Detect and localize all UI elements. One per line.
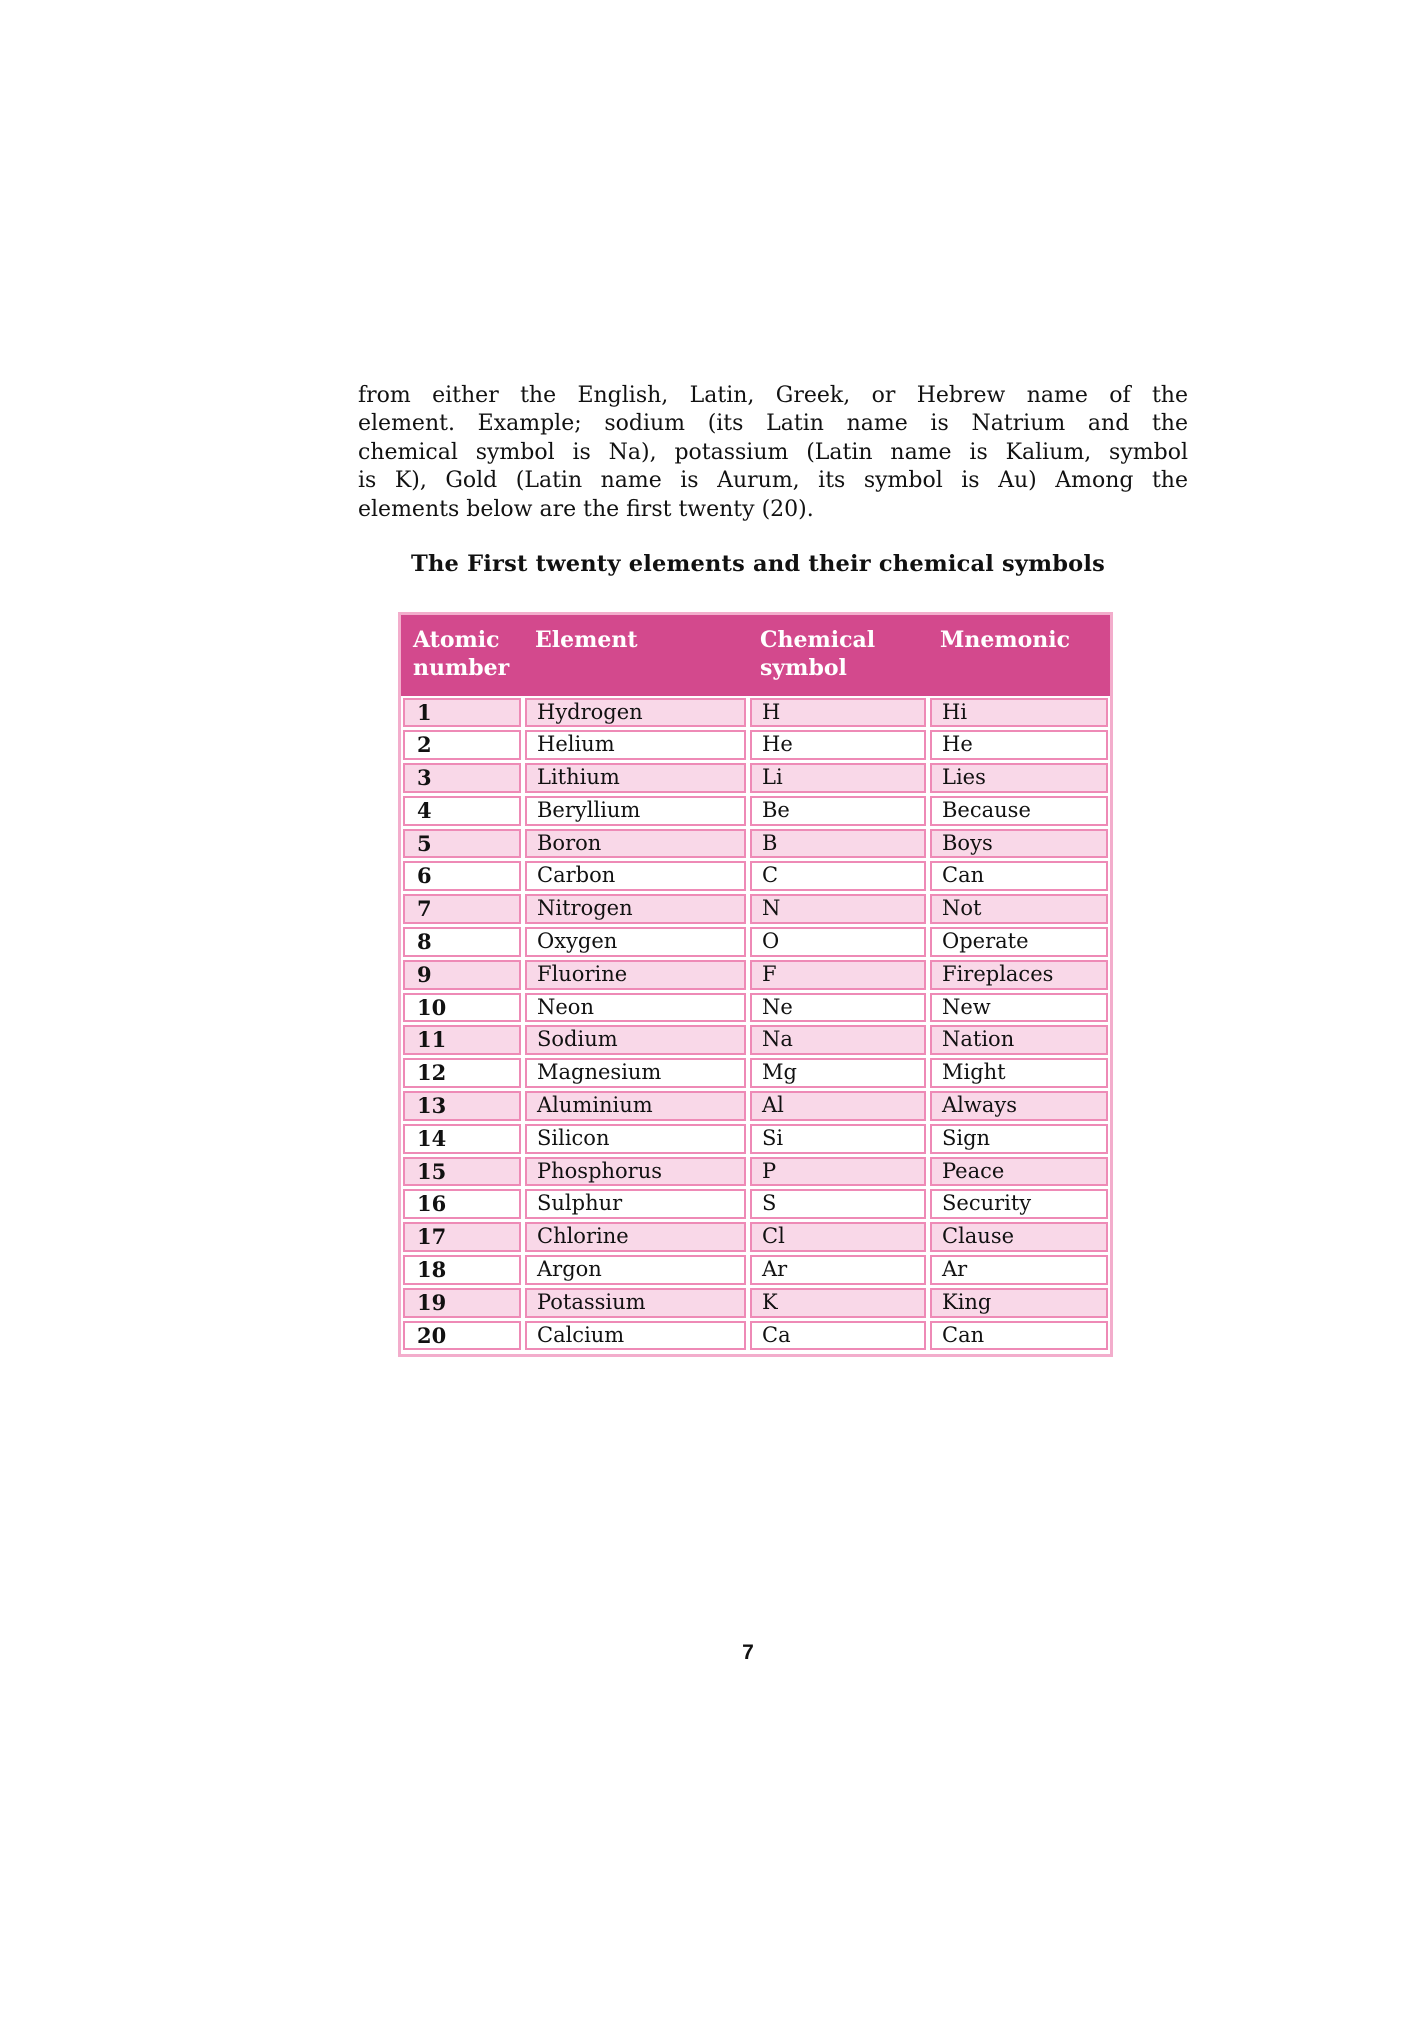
cell-atomic-number: 5: [403, 829, 521, 859]
cell-chemical-symbol: Li: [750, 763, 926, 793]
cell-element: Nitrogen: [525, 894, 746, 924]
intro-line: is K), Gold (Latin name is Aurum, its symbol is Au) Among the: [358, 468, 1188, 494]
table-row: [401, 1155, 1110, 1188]
cell-element: Fluorine: [525, 960, 746, 990]
cell-chemical-symbol: H: [750, 698, 926, 728]
page-number: 7: [742, 1641, 754, 1664]
cell-atomic-number: 17: [403, 1222, 521, 1252]
table-row: [401, 991, 1110, 1024]
cell-chemical-symbol: Ar: [750, 1255, 926, 1285]
cell-mnemonic: Lies: [930, 763, 1108, 793]
cell-mnemonic: Not: [930, 894, 1108, 924]
cell-element: Beryllium: [525, 796, 746, 826]
cell-mnemonic: Nation: [930, 1025, 1108, 1055]
cell-atomic-number: 15: [403, 1157, 521, 1187]
cell-chemical-symbol: C: [750, 861, 926, 891]
column-header-atomic-number: Atomic number: [413, 627, 510, 681]
intro-line: chemical symbol is Na), potassium (Latin name is Kalium, symbol: [358, 439, 1188, 465]
table-row: [401, 729, 1110, 762]
cell-chemical-symbol: Ca: [750, 1321, 926, 1351]
cell-mnemonic: Security: [930, 1189, 1108, 1219]
table-row: [401, 1254, 1110, 1287]
cell-atomic-number: 9: [403, 960, 521, 990]
cell-chemical-symbol: F: [750, 960, 926, 990]
cell-element: Chlorine: [525, 1222, 746, 1252]
cell-atomic-number: 8: [403, 927, 521, 957]
column-header-chemical-symbol: Chemical symbol: [760, 627, 876, 681]
cell-chemical-symbol: B: [750, 829, 926, 859]
cell-chemical-symbol: S: [750, 1189, 926, 1219]
cell-mnemonic: Ar: [930, 1255, 1108, 1285]
cell-element: Magnesium: [525, 1058, 746, 1088]
cell-element: Potassium: [525, 1288, 746, 1318]
cell-chemical-symbol: Al: [750, 1091, 926, 1121]
cell-element: Aluminium: [525, 1091, 746, 1121]
cell-element: Silicon: [525, 1124, 746, 1154]
cell-atomic-number: 10: [403, 993, 521, 1023]
cell-element: Sulphur: [525, 1189, 746, 1219]
cell-atomic-number: 6: [403, 861, 521, 891]
table-row: [401, 762, 1110, 795]
cell-element: Calcium: [525, 1321, 746, 1351]
table-row: [401, 1221, 1110, 1254]
cell-chemical-symbol: Si: [750, 1124, 926, 1154]
cell-chemical-symbol: Mg: [750, 1058, 926, 1088]
cell-atomic-number: 20: [403, 1321, 521, 1351]
table-row: [401, 1319, 1110, 1352]
cell-chemical-symbol: P: [750, 1157, 926, 1187]
cell-atomic-number: 1: [403, 698, 521, 728]
cell-chemical-symbol: O: [750, 927, 926, 957]
cell-atomic-number: 16: [403, 1189, 521, 1219]
table-row: [401, 794, 1110, 827]
intro-line: from either the English, Latin, Greek, or Hebrew name of the: [358, 383, 1188, 408]
cell-chemical-symbol: Be: [750, 796, 926, 826]
column-header-element: Element: [535, 627, 638, 653]
cell-atomic-number: 18: [403, 1255, 521, 1285]
cell-atomic-number: 11: [403, 1025, 521, 1055]
column-header-mnemonic: Mnemonic: [940, 627, 1071, 653]
table-row: [401, 958, 1110, 991]
elements-table: [398, 612, 1113, 1357]
cell-chemical-symbol: Na: [750, 1025, 926, 1055]
table-row: [401, 1122, 1110, 1155]
cell-element: Boron: [525, 829, 746, 859]
table-row: [401, 1286, 1110, 1319]
cell-element: Sodium: [525, 1025, 746, 1055]
cell-mnemonic: Can: [930, 861, 1108, 891]
table-row: [401, 1188, 1110, 1221]
cell-chemical-symbol: Cl: [750, 1222, 926, 1252]
cell-mnemonic: Might: [930, 1058, 1108, 1088]
cell-mnemonic: He: [930, 730, 1108, 760]
cell-mnemonic: New: [930, 993, 1108, 1023]
table-row: [401, 1090, 1110, 1123]
table-row: [401, 893, 1110, 926]
cell-mnemonic: Can: [930, 1321, 1108, 1351]
cell-chemical-symbol: Ne: [750, 993, 926, 1023]
intro-line: elements below are the first twenty (20).: [358, 496, 814, 522]
cell-mnemonic: Fireplaces: [930, 960, 1108, 990]
cell-mnemonic: King: [930, 1288, 1108, 1318]
table-row: [401, 827, 1110, 860]
table-row: [401, 1057, 1110, 1090]
cell-element: Helium: [525, 730, 746, 760]
cell-element: Neon: [525, 993, 746, 1023]
cell-element: Carbon: [525, 861, 746, 891]
cell-chemical-symbol: N: [750, 894, 926, 924]
cell-mnemonic: Sign: [930, 1124, 1108, 1154]
cell-chemical-symbol: K: [750, 1288, 926, 1318]
cell-atomic-number: 19: [403, 1288, 521, 1318]
cell-mnemonic: Peace: [930, 1157, 1108, 1187]
cell-atomic-number: 2: [403, 730, 521, 760]
table-title: The First twenty elements and their chemical symbols: [411, 551, 1105, 577]
cell-mnemonic: Always: [930, 1091, 1108, 1121]
cell-element: Argon: [525, 1255, 746, 1285]
table-header-row: [401, 615, 1110, 696]
cell-atomic-number: 4: [403, 796, 521, 826]
table-row: [401, 1024, 1110, 1057]
cell-atomic-number: 14: [403, 1124, 521, 1154]
cell-atomic-number: 3: [403, 763, 521, 793]
cell-mnemonic: Operate: [930, 927, 1108, 957]
cell-mnemonic: Hi: [930, 698, 1108, 728]
table-body: [401, 696, 1110, 1352]
cell-element: Lithium: [525, 763, 746, 793]
table-row: [401, 860, 1110, 893]
cell-atomic-number: 7: [403, 894, 521, 924]
cell-element: Hydrogen: [525, 698, 746, 728]
cell-mnemonic: Boys: [930, 829, 1108, 859]
cell-mnemonic: Because: [930, 796, 1108, 826]
table-row: [401, 926, 1110, 959]
table-row: [401, 696, 1110, 729]
cell-element: Oxygen: [525, 927, 746, 957]
intro-line: element. Example; sodium (its Latin name is Natrium and the: [358, 411, 1188, 437]
cell-chemical-symbol: He: [750, 730, 926, 760]
intro-paragraph: [358, 382, 1188, 524]
cell-atomic-number: 13: [403, 1091, 521, 1121]
cell-element: Phosphorus: [525, 1157, 746, 1187]
cell-mnemonic: Clause: [930, 1222, 1108, 1252]
cell-atomic-number: 12: [403, 1058, 521, 1088]
